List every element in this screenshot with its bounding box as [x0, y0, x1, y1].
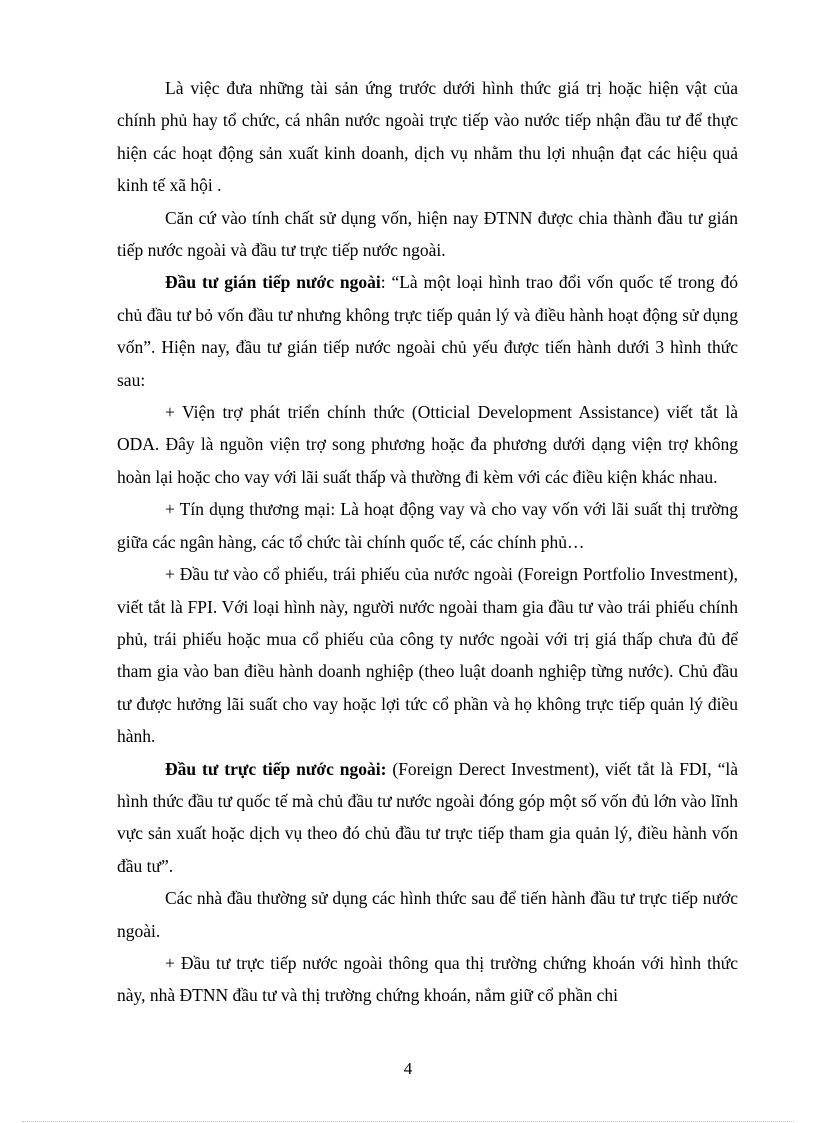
paragraph-bold-lead: Đầu tư gián tiếp nước ngoài — [165, 272, 381, 293]
paragraph-text: Căn cứ vào tính chất sử dụng vốn, hiện nay ĐTNN được chia thành đầu tư gián tiếp nước ngoài và đầu tư trực tiếp nước ngoài. — [117, 207, 738, 261]
paragraph-6 — [117, 558, 738, 752]
paragraph-text: + Viện trợ phát triển chính thức (Otticial Development Assistance) viết tắt là ODA. Đây là nguồn viện trợ song phương hoặc đa phương dưới dạng viện trợ không hoàn lại hoặc cho vay với lãi suất thấp và thường đi kèm với các điều kiện khác nhau. — [117, 402, 738, 487]
paragraph-5 — [117, 493, 738, 558]
paragraph-text: Là việc đưa những tài sản ứng trước dưới hình thức giá trị hoặc hiện vật của chính phủ hay tổ chức, cá nhân nước ngoài trực tiếp vào nước tiếp nhận đầu tư để thực hiện các hoạt động sản xuất kinh doanh, dịch vụ nhằm thu lợi nhuận đạt các hiệu quả kinh tế xã hội . — [117, 78, 738, 196]
page-bottom-divider — [22, 1121, 794, 1122]
paragraph-text: Các nhà đầu thường sử dụng các hình thức sau để tiến hành đầu tư trực tiếp nước ngoài. — [117, 888, 738, 941]
paragraph-2 — [117, 202, 738, 267]
page-number: 4 — [403, 1059, 413, 1078]
paragraph-8 — [117, 882, 738, 947]
paragraph-3 — [117, 266, 738, 396]
paragraph-text: + Đầu tư vào cổ phiếu, trái phiếu của nước ngoài (Foreign Portfolio Investment), viết tắt là FPI. Với loại hình này, người nước ngoài tham gia đầu tư vào trái phiếu chính phủ, trái phiếu hoặc mua cổ phiếu của công ty nước ngoài với trị giá thấp chưa đủ để tham gia vào ban điều hành doanh nghiệp (theo luật doanh nghiệp từng nước). Chủ đầu tư được hưởng lãi suất cho vay hoặc lợi tức cổ phần và họ không trực tiếp quản lý điều hành. — [117, 564, 738, 747]
paragraph-1 — [117, 72, 738, 202]
paragraph-4 — [117, 396, 738, 493]
document-body — [117, 72, 738, 1012]
paragraph-text: : “Là một loại hình trao đổi vốn quốc tế trong đó chủ đầu tư bỏ vốn đầu tư nhưng không trực tiếp quản lý và điều hành hoạt động sử dụng vốn”. Hiện nay, đầu tư gián tiếp nước ngoài chủ yếu được tiến hành dưới 3 hình thức sau: — [117, 272, 738, 390]
paragraph-bold-lead: Đầu tư trực tiếp nước ngoài: — [165, 758, 387, 779]
paragraph-7 — [117, 753, 738, 883]
paragraph-text: + Tín dụng thương mại: Là hoạt động vay và cho vay vốn với lãi suất thị trường giữa các ngân hàng, các tổ chức tài chính quốc tế, các chính phủ… — [117, 499, 738, 552]
paragraph-text: (Foreign Derect Investment), viết tắt là FDI, “là hình thức đầu tư quốc tế mà chủ đầu tư nước ngoài đóng góp một số vốn đủ lớn vào lĩnh vực sản xuất hoặc dịch vụ theo đó chủ đầu tư trực tiếp tham gia quản lý, điều hành vốn đầu tư”. — [117, 758, 738, 876]
paragraph-text: + Đầu tư trực tiếp nước ngoài thông qua thị trường chứng khoán với hình thức này, nhà ĐTNN đầu tư và thị trường chứng khoán, nắm giữ cổ phần chi — [117, 952, 738, 1006]
paragraph-9 — [117, 947, 738, 1012]
